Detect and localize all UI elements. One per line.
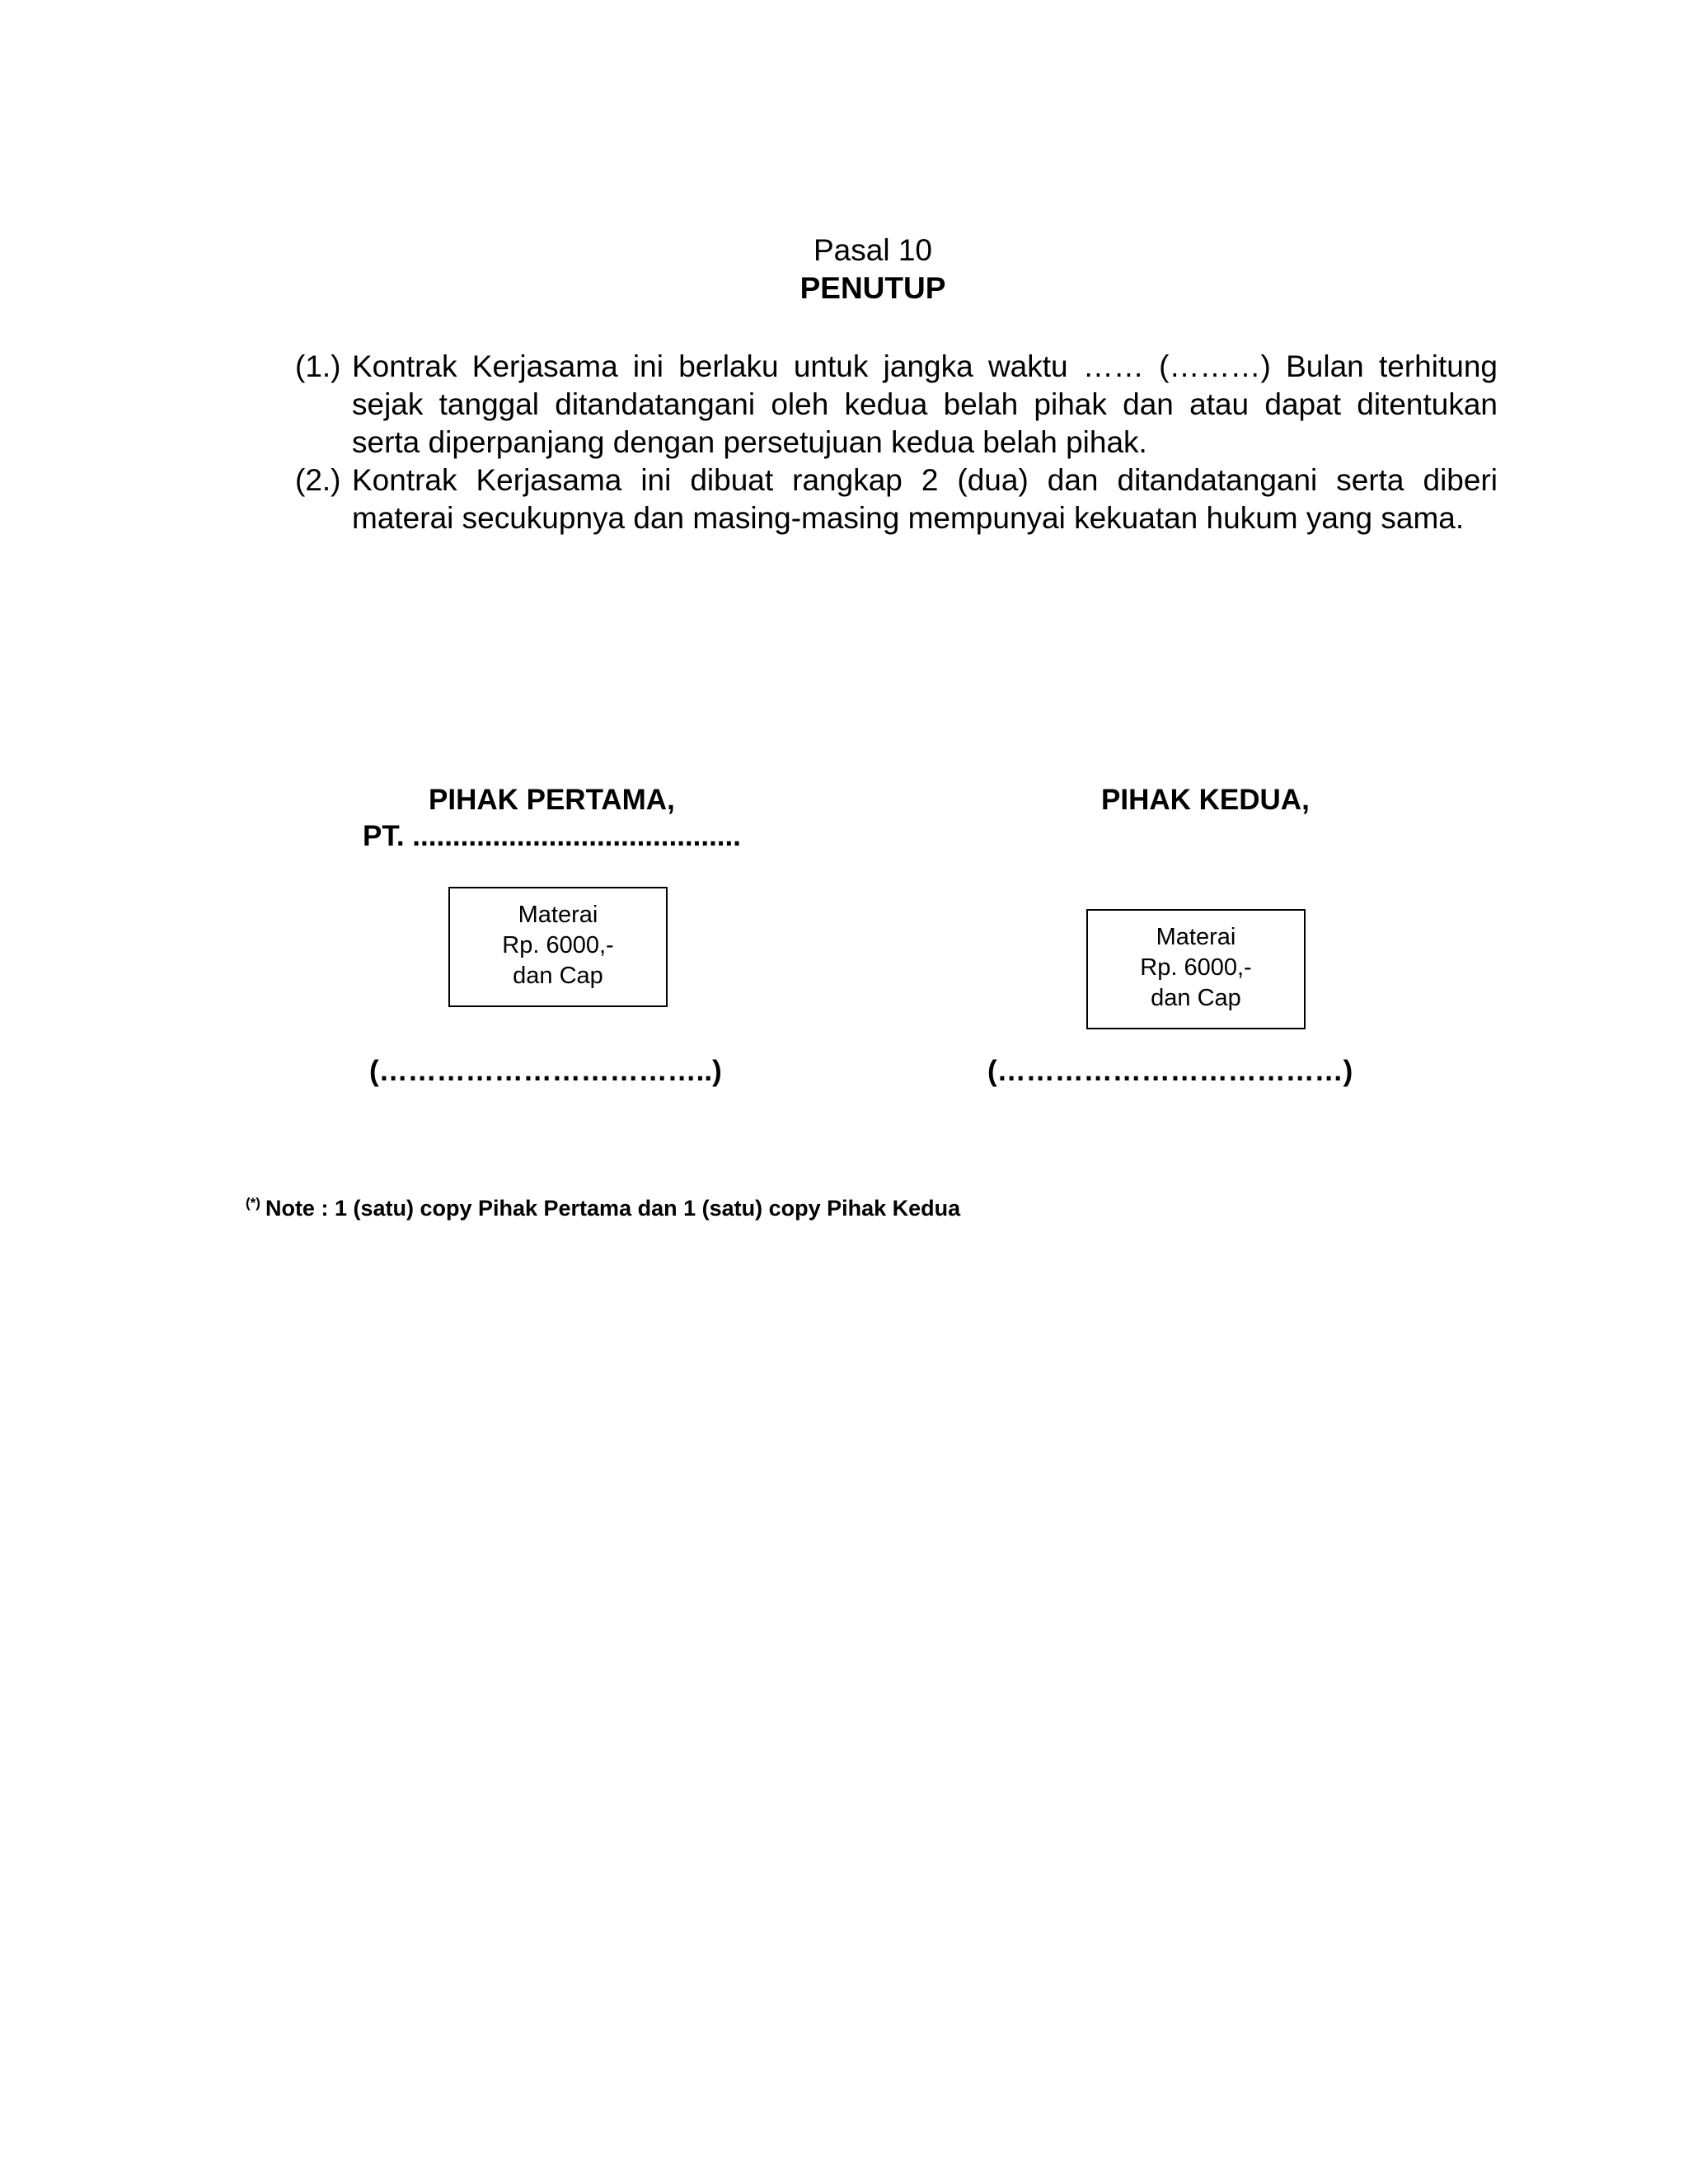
stamp-line: dan Cap <box>513 963 603 989</box>
clause-number: (2.) <box>295 463 341 497</box>
article-number: Pasal 10 <box>814 233 932 267</box>
stamp-line: dan Cap <box>1151 985 1241 1011</box>
footnote <box>246 1195 960 1221</box>
second-party-stamp-box <box>1086 909 1306 1029</box>
first-party-title: PIHAK PERTAMA, <box>429 784 675 816</box>
clause-text: Kontrak Kerjasama ini dibuat rangkap 2 (dua) dan ditandatangani serta diberi materai secukupnya dan masing-masing mempunyai kekuatan hukum yang sama. <box>352 463 1498 535</box>
first-party-company: PT. ......................................... <box>363 820 741 852</box>
second-party-title: PIHAK KEDUA, <box>1101 784 1310 816</box>
stamp-line: Materai <box>1156 924 1236 950</box>
article-title: PENUTUP <box>799 271 946 305</box>
stamp-line: Rp. 6000,- <box>502 932 614 958</box>
first-party-signature-line: (……………………………..) <box>369 1055 722 1087</box>
clause-number: (1.) <box>295 349 341 383</box>
stamp-line: Materai <box>518 902 598 928</box>
footnote-text: Note : 1 (satu) copy Pihak Pertama dan 1 (satu) copy Pihak Kedua <box>265 1196 961 1221</box>
clause-text: Kontrak Kerjasama ini berlaku untuk jangka waktu …… (………) Bulan terhitung sejak tanggal ditandatangani oleh kedua belah pihak dan atau dapat ditentukan serta diperpanjang dengan persetujuan kedua belah pihak. <box>352 349 1498 459</box>
footnote-marker: (*) <box>246 1195 260 1211</box>
second-party-signature-line: (………………………………) <box>987 1055 1353 1087</box>
first-party-stamp-box <box>448 887 668 1007</box>
stamp-line: Rp. 6000,- <box>1140 954 1252 981</box>
